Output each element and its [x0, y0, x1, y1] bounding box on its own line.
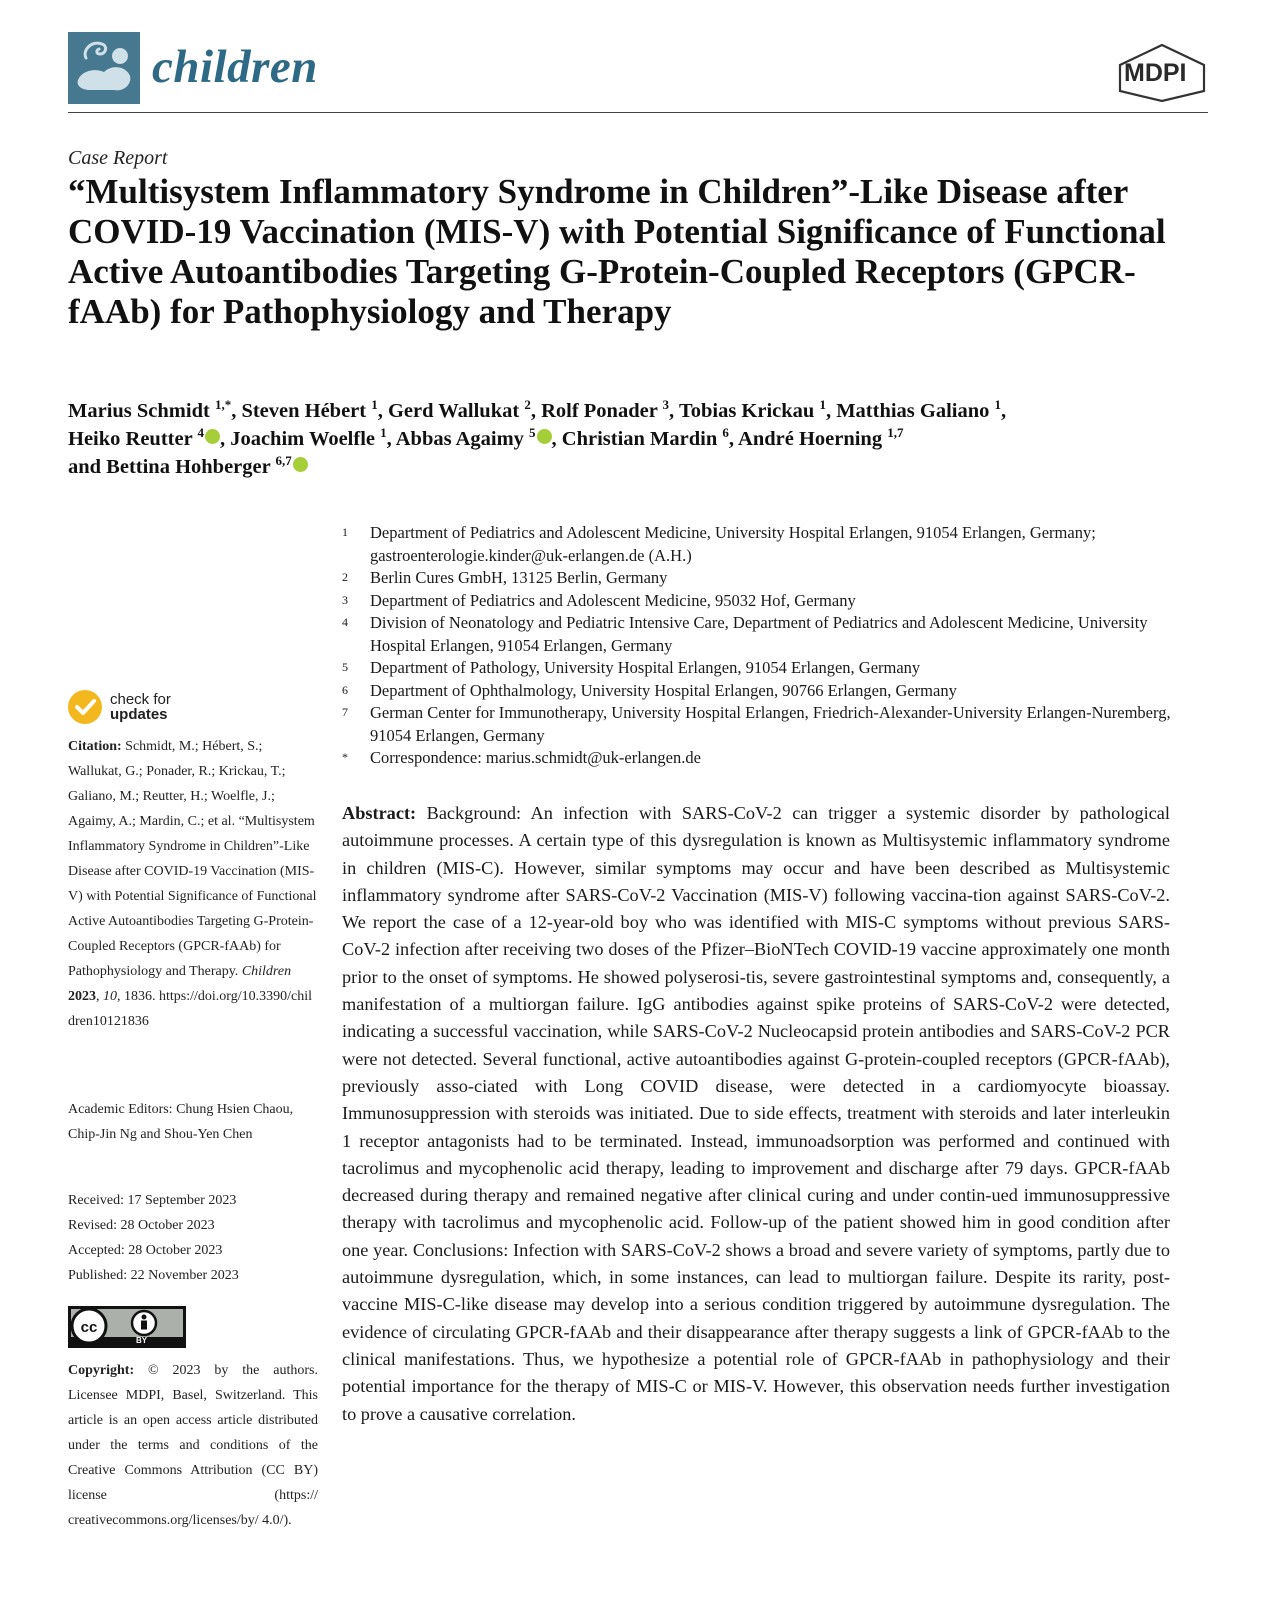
author-separator: ,	[377, 400, 388, 422]
author-separator: ,	[551, 428, 562, 450]
affiliation-number: 7	[342, 705, 348, 719]
orcid-icon[interactable]	[293, 457, 308, 472]
author-name: Gerd Wallukat	[387, 400, 520, 422]
affiliation-item	[340, 522, 1190, 567]
author-separator: ,	[530, 400, 542, 422]
date-item: Revised: 28 October 2023	[68, 1218, 215, 1233]
abstract-label: Abstract:	[342, 803, 417, 823]
orcid-icon[interactable]	[537, 429, 552, 444]
author-affiliation-mark: 3	[662, 397, 670, 413]
affiliation-number: 4	[342, 615, 348, 629]
affiliation-item	[340, 680, 1190, 703]
citation-pages: 1836.	[124, 989, 156, 1004]
author-name: Tobias Krickau	[678, 400, 815, 422]
author-separator: ,	[231, 400, 242, 422]
orcid-icon[interactable]	[205, 429, 220, 444]
article-title: “Multisystem Inflammatory Syndrome in Children”-Like Disease after COVID-19 Vaccination (MIS-V) with Potential Significance of Functional Active Autoantibodies Targeting G-Protein-Coupled Receptors (GPCR-fAAb) for Pathophysiology and Therapy	[68, 172, 1166, 331]
author-separator: ,	[219, 428, 231, 450]
publication-dates	[68, 1188, 318, 1288]
check-for-updates-button[interactable]	[68, 690, 208, 730]
author-affiliation-mark: 6	[722, 425, 729, 441]
citation-journal: Children	[241, 964, 292, 979]
citation-year: 2023	[68, 989, 96, 1004]
copyright-block	[68, 1358, 318, 1533]
author-name: Heiko Reutter	[68, 428, 193, 450]
author-separator: ,	[386, 428, 396, 450]
author-affiliation-mark: 1	[371, 397, 378, 413]
author-name: Abbas Agaimy	[395, 428, 524, 450]
date-item: Accepted: 28 October 2023	[68, 1243, 223, 1258]
date-item: Published: 22 November 2023	[68, 1268, 239, 1283]
author-affiliation-mark: 1,*	[214, 397, 232, 413]
journal-header	[68, 31, 1208, 113]
author-affiliation-mark: 1	[994, 397, 1002, 413]
affiliation-number: 6	[342, 682, 348, 697]
cc-badge-label: BY	[136, 1336, 148, 1345]
affiliation-number: 5	[342, 660, 348, 674]
affiliation-text: Department of Pediatrics and Adolescent Medicine, 95032 Hof, Germany	[370, 590, 856, 610]
affiliation-number: *	[342, 750, 348, 764]
affiliation-item	[340, 702, 1190, 747]
author-affiliation-mark: 2	[524, 397, 531, 413]
author-name: and Bettina Hohberger	[68, 456, 271, 478]
svg-text:cc: cc	[80, 1319, 98, 1336]
author-affiliation-mark: 4	[197, 425, 204, 441]
affiliation-number: 1	[342, 525, 348, 539]
cc-by-license-icon[interactable]	[68, 1306, 186, 1348]
affiliation-text: Division of Neonatology and Pediatric Intensive Care, Department of Pediatrics and Adolescent Medicine, University Hospital Erlangen, 91054 Erlangen, Germany	[370, 613, 1148, 655]
affiliation-text: Department of Ophthalmology, University Hospital Erlangen, 90766 Erlangen, Germany	[370, 680, 957, 700]
citation-block: Citation: Schmidt, M.; Hébert, S.; Wallukat, G.; Ponader, R.; Krickau, T.; Galiano, M.; Reutter, H.; Woelfle, J.; Agaimy, A.; Mardin, C.; et al. “Multisystem Inflammatory Syndrome in Children”-Like Disease after COVID-19 Vaccination (MIS-V) with Potential Significance of Functional Active Autoantibodies Targeting G-Protein-Coupled Receptors (GPCR-fAAb) for Pathophysiology and Therapy. Children 2023, 10, 1836. https://doi.org/10.3390/children10121836	[68, 739, 317, 1029]
journal-name: children	[152, 41, 318, 93]
journal-logo-icon	[68, 32, 140, 104]
affiliation-text: Berlin Cures GmbH, 13125 Berlin, Germany	[370, 568, 668, 587]
author-affiliation-mark: 1	[380, 425, 387, 441]
affiliation-text: Department of Pathology, University Hospital Erlangen, 91054 Erlangen, Germany	[370, 658, 921, 677]
affiliation-item	[340, 567, 1190, 590]
author-name: Steven Hébert	[241, 400, 367, 422]
copyright-text: © 2023 by the authors. Licensee MDPI, Basel, Switzerland. This article is an open access article distributed under the terms and conditions of the Creative Commons Attribution (CC BY) license (https:// creativecommons.org/licenses/by/ 4.0/).	[68, 1363, 318, 1528]
affiliation-number: 3	[342, 592, 348, 607]
affiliation-text: Department of Pediatrics and Adolescent Medicine, University Hospital Erlangen, 91054 Erlangen, Germany; gastroenterologie.kinder@uk-erlangen.de (A.H.)	[370, 523, 1096, 565]
abstract-text: Background: An infection with SARS-CoV-2 can trigger a systemic disorder by pathological autoimmune processes. A certain type of this dysregulation is known as Multisystemic inflammatory syndrome in children (MIS-C). However, similar symptoms may occur and have been described as Multisystemic inflammatory syndrome after SARS-CoV-2 Vaccination (MIS-V) following vaccina-tion against SARS-CoV-2. We report the case of a 12-year-old boy who was identified with MIS-C symptoms without previous SARS-CoV-2 infection after receiving two doses of the Pfizer–BioNTech COVID-19 vaccine approximately one month prior to the onset of symptoms. He showed polyserosi-tis, severe gastrointestinal symptoms and, consequently, a manifestation of a multiorgan failure. IgG antibodies against spike proteins of SARS-CoV-2 were detected, indicating a successful vaccination, while SARS-CoV-2 Nucleocapsid protein antibodies and SARS-CoV-2 PCR were not detected. Several functional, active autoantibodies against G-protein-coupled receptors (GPCR-fAAb), previously asso-ciated with Long COVID disease, were detected in a cardiomyocyte bioassay. Immunosuppression with steroids was initiated. Due to side effects, treatment with steroids and later interleukin 1 receptor antagonists had to be terminated. Instead, immunoadsorption was performed and continued with tacrolimus and mycophenolic acid therapy, leading to improvement and discharge after 79 days. GPCR-fAAb decreased during therapy and remained negative after clinical curing and under contin-ued immunosuppressive therapy with tacrolimus and mycophenolic acid. Follow-up of the patient showed him in good condition after one year. Conclusions: Infection with SARS-CoV-2 shows a broad and severe variety of symptoms, partly due to autoimmune dysregulation, which, in some instances, can lead to multiorgan failure. Despite its rarity, post-vaccine MIS-C-like disease may develop into a serious condition triggered by autoimmune dysregulation. The evidence of circulating GPCR-fAAb and their disappearance after therapy suggests a link of GPCR-fAAb to the clinical manifestations. Thus, we hypothesize a potential role of GPCR-fAAb in pathophysiology and their potential importance for the therapy of MIS-C or MIS-V. However, this observation needs further investigation to prove a causative correlation.	[342, 803, 1170, 1424]
author-name: André Hoerning	[738, 428, 883, 450]
author-list	[68, 397, 1188, 481]
affiliation-text: Correspondence: marius.schmidt@uk-erlangen.de	[370, 748, 701, 767]
academic-editors: Academic Editors: Chung Hsien Chaou, Chip-Jin Ng and Shou-Yen Chen	[68, 1102, 294, 1142]
citation-text: Schmidt, M.; Hébert, S.; Wallukat, G.; Ponader, R.; Krickau, T.; Galiano, M.; Reutter, H.; Woelfle, J.; Agaimy, A.; Mardin, C.; et al. “Multisystem Inflammatory Syndrome in Children”-Like Disease after COVID-19 Vaccination (MIS-V) with Potential Significance of Functional Active Autoantibodies Targeting G-Protein-Coupled Receptors (GPCR-fAAb) for Pathophysiology and Therapy.	[68, 739, 317, 979]
author-name: Joachim Woelfle	[230, 428, 375, 450]
date-item: Received: 17 September 2023	[68, 1193, 237, 1208]
author-affiliation-mark: 1,7	[887, 425, 904, 441]
check-updates-line2: updates	[110, 706, 168, 723]
author-name: Marius Schmidt	[68, 400, 210, 422]
author-name: Rolf Ponader	[541, 400, 658, 422]
abstract	[342, 800, 1170, 1428]
mdpi-logo	[1116, 43, 1208, 103]
check-updates-line1: check for	[110, 691, 171, 708]
checkmark-icon	[68, 690, 102, 724]
author-separator: ,	[825, 400, 837, 422]
author-name: Christian Mardin	[561, 428, 718, 450]
author-affiliation-mark: 6,7	[275, 453, 292, 469]
copyright-label: Copyright:	[68, 1363, 135, 1378]
article-type: Case Report	[68, 147, 168, 169]
affiliation-item	[340, 612, 1190, 657]
citation-label: Citation:	[68, 739, 122, 754]
affiliation-item	[340, 590, 1190, 613]
author-separator: ,	[669, 400, 679, 422]
affiliations	[340, 522, 1190, 770]
mdpi-wordmark: MDPI	[1124, 59, 1187, 87]
author-separator: ,	[1001, 400, 1007, 422]
author-affiliation-mark: 1	[819, 397, 826, 413]
citation-volume: 10	[103, 989, 117, 1004]
author-separator: ,	[728, 428, 739, 450]
author-affiliation-mark: 5	[529, 425, 536, 441]
affiliation-number: 2	[342, 570, 348, 584]
citation-doi-link[interactable]: https://doi.org/10.3390/children10121836	[68, 989, 312, 1029]
author-name: Matthias Galiano	[836, 400, 990, 422]
affiliation-text: German Center for Immunotherapy, University Hospital Erlangen, Friedrich-Alexander-University Erlangen-Nuremberg, 91054 Erlangen, Germany	[370, 703, 1171, 745]
affiliation-item	[340, 747, 1190, 770]
affiliation-item	[340, 657, 1190, 680]
